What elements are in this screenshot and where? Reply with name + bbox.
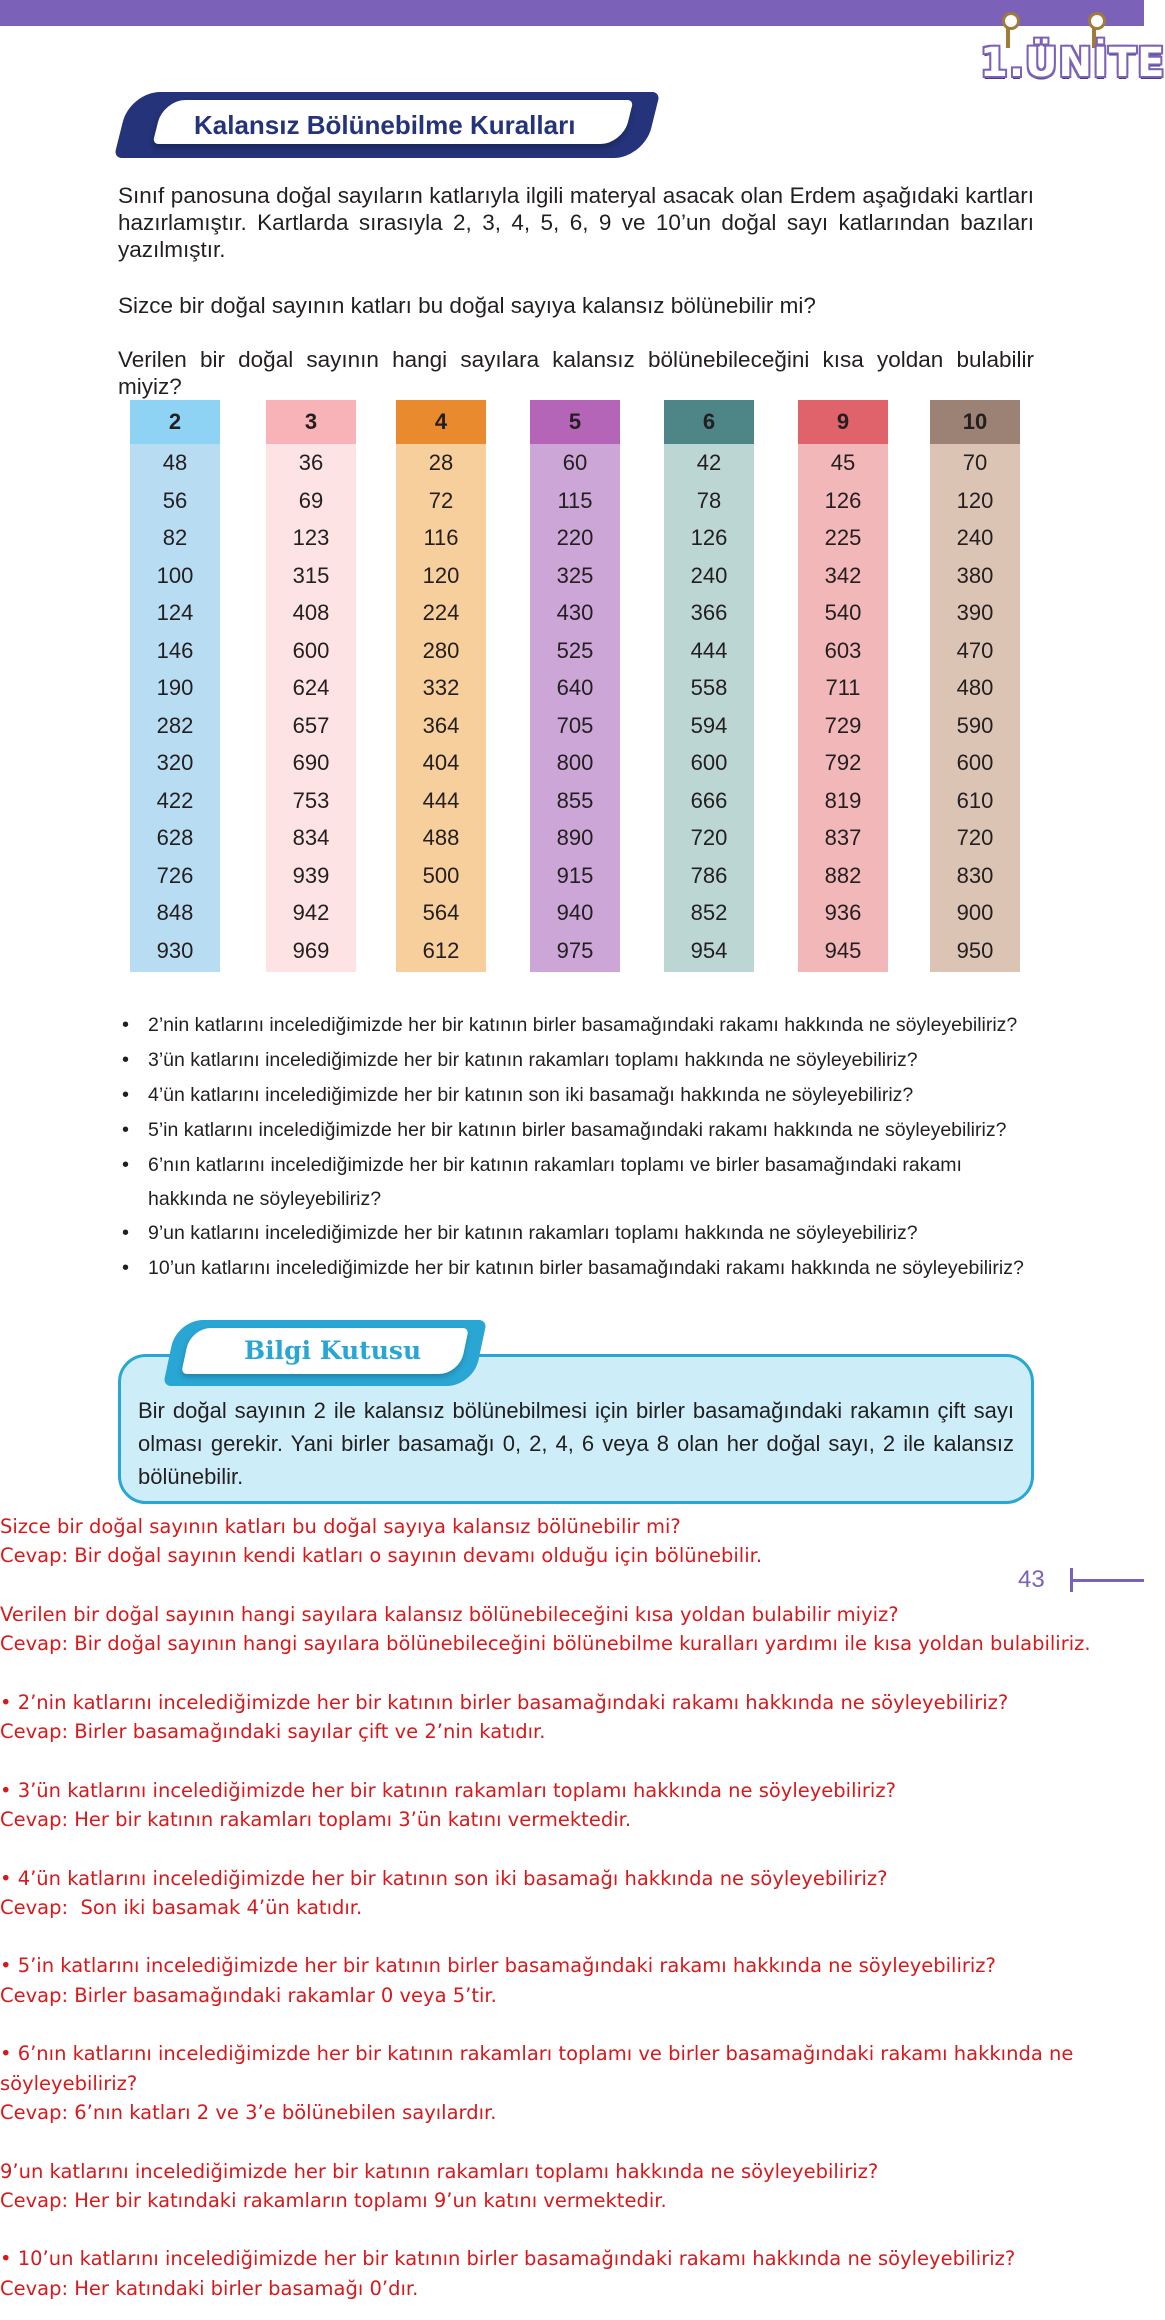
table-cell: 72: [428, 487, 454, 513]
question-item: • 5’in katlarını incelediğimizde her bir katının birler basamağındaki rakamı hakkında ne söyleyebiliriz?: [122, 1113, 1042, 1148]
answer-spacer: [0, 1834, 1144, 1863]
table-cell: 720: [690, 825, 728, 850]
table-cell: 315: [292, 562, 330, 588]
table-cell: 792: [824, 750, 862, 775]
answer-line: Cevap: Bir doğal sayının kendi katları o sayının devamı olduğu için bölünebilir.: [0, 1544, 763, 1568]
table-cell: 848: [156, 900, 194, 925]
table-cell: 612: [422, 937, 460, 963]
multiples-table: [0, 400, 1144, 972]
table-cell: 945: [824, 937, 862, 963]
answer-spacer: [0, 1658, 1144, 1687]
table-cell: 525: [556, 637, 594, 663]
table-cell: 146: [156, 637, 194, 663]
answer-line: Cevap: Her bir katındaki rakamların toplamı 9’un katını vermektedir.: [0, 2188, 667, 2212]
question-list: [122, 1008, 1042, 1286]
table-cell: 940: [556, 900, 594, 925]
table-cell: 390: [956, 600, 994, 625]
table-cell: 116: [423, 525, 459, 550]
table-cell: 500: [422, 862, 460, 888]
table-cell: 930: [156, 937, 194, 963]
table-cell: 364: [422, 712, 460, 738]
answer-line: • 3’ün katlarını incelediğimizde her bir katının rakamları toplamı hakkında ne söyleyebiliriz?: [0, 1778, 896, 1802]
table-cell: 786: [690, 862, 728, 888]
info-box-text: Bir doğal sayının 2 ile kalansız bölünebilmesi için birler basamağındaki rakamın çift sayı olması gerekir. Yani birler basamağı 0, 2, 4, 6 veya 8 olan her doğal sayı, 2 ile kalansız bölünebilir.: [138, 1398, 1014, 1489]
table-cell: 240: [956, 525, 994, 550]
table-cell: 882: [824, 862, 862, 888]
info-box-title: Bilgi Kutusu: [244, 1336, 422, 1365]
table-cell: 408: [292, 600, 330, 625]
table-cell: 240: [690, 562, 728, 588]
table-cell: 320: [156, 750, 194, 775]
answer-line: Cevap: Birler basamağındaki rakamlar 0 veya 5’tir.: [0, 1983, 497, 2007]
column-header: 2: [130, 400, 220, 444]
table-cell: 837: [824, 825, 862, 850]
table-cell: 711: [825, 675, 861, 700]
table-cell: 603: [824, 637, 862, 663]
table-cell: 594: [690, 712, 728, 738]
column-header: 9: [798, 400, 888, 444]
question-item: • 9’un katlarını incelediğimizde her bir katının rakamları toplamı hakkında ne söyleyebiliriz?: [122, 1216, 1042, 1251]
table-cell: 422: [156, 787, 194, 813]
table-cell: 628: [156, 825, 194, 850]
table-cell: 705: [556, 712, 594, 738]
column-header: 10: [930, 400, 1020, 444]
table-cell: 969: [292, 937, 330, 963]
table-cell: 975: [556, 937, 594, 963]
intro-question-1: Sizce bir doğal sayının katları bu doğal sayıya kalansız bölünebilir mi?: [118, 293, 816, 318]
table-cell: 78: [696, 487, 722, 513]
table-cell: 540: [824, 600, 862, 625]
answer-line: Cevap: Son iki basamak 4’ün katıdır.: [0, 1895, 363, 1919]
table-cell: 600: [690, 750, 728, 775]
table-cell: 28: [428, 450, 454, 475]
intro-question-2: Verilen bir doğal sayının hangi sayılara kalansız bölünebileceğini kısa yoldan bulabilir miyiz?: [118, 347, 1034, 399]
question-item: • 4’ün katlarını incelediğimizde her bir katının son iki basamağı hakkında ne söyleyebiliriz?: [122, 1078, 1042, 1113]
table-cell: 640: [556, 675, 594, 700]
answer-line: Cevap: Bir doğal sayının hangi sayılara bölünebileceğini bölünebilme kuralları yardımı ile kısa yoldan bulabiliriz.: [0, 1632, 1091, 1656]
table-cell: 624: [292, 675, 330, 700]
intro-paragraph: Sınıf panosuna doğal sayıların katlarıyla ilgili materyal asacak olan Erdem aşağıdaki kartları hazırlamıştır. Kartlarda sırasıyla 2, 3, 4, 5, 6, 9 ve 10’un doğal sayı katlarından bazıları yazılmıştır.: [118, 183, 1034, 262]
table-cell: 610: [956, 787, 994, 813]
table-cell: 404: [422, 750, 460, 775]
table-cell: 430: [556, 600, 594, 625]
multiples-column: [530, 400, 620, 972]
column-header: 4: [396, 400, 486, 444]
unit-label: 1.ÜNİTE: [980, 40, 1165, 86]
table-cell: 657: [292, 712, 330, 738]
table-cell: 890: [556, 825, 594, 850]
table-cell: 120: [422, 562, 460, 588]
table-cell: 45: [830, 450, 856, 475]
table-cell: 753: [292, 787, 330, 813]
table-cell: 325: [556, 562, 594, 588]
column-header: 5: [530, 400, 620, 444]
table-cell: 220: [556, 525, 594, 550]
table-cell: 480: [956, 675, 994, 700]
question-item: • 2’nin katlarını incelediğimizde her bir katının birler basamağındaki rakamı hakkında ne söyleyebiliriz?: [122, 1008, 1042, 1043]
answer-line: • 10’un katlarını incelediğimizde her bir katının birler basamağındaki rakamı hakkında ne söyleyebiliriz?: [0, 2247, 1016, 2271]
table-cell: 590: [956, 712, 994, 738]
table-cell: 332: [422, 675, 460, 700]
question-item: • 10’un katlarını incelediğimizde her bir katının birler basamağındaki rakamı hakkında ne söyleyebiliriz?: [122, 1251, 1042, 1286]
table-cell: 939: [292, 862, 330, 888]
multiples-column: [130, 400, 220, 972]
answer-spacer: [0, 2215, 1144, 2244]
table-cell: 123: [292, 525, 330, 550]
table-cell: 124: [156, 600, 194, 625]
answer-line: Cevap: 6’nın katları 2 ve 3’e bölünebilen sayılardır.: [0, 2100, 497, 2124]
answer-notes: [0, 1512, 1144, 2303]
answer-line: • 4’ün katlarını incelediğimizde her bir katının son iki basamağı hakkında ne söyleyebiliriz?: [0, 1866, 888, 1890]
table-cell: 834: [292, 825, 330, 850]
table-cell: 819: [824, 787, 862, 813]
table-cell: 690: [292, 750, 330, 775]
table-cell: 600: [956, 750, 994, 775]
table-cell: 855: [556, 787, 594, 813]
table-cell: 444: [422, 787, 460, 813]
table-cell: 190: [156, 675, 194, 700]
multiples-column: [396, 400, 486, 972]
multiples-column: [266, 400, 356, 972]
answer-line: Cevap: Birler basamağındaki sayılar çift ve 2’nin katıdır.: [0, 1720, 546, 1744]
table-cell: 830: [956, 862, 994, 888]
table-cell: 488: [422, 825, 460, 850]
answer-line: • 6’nın katlarını incelediğimizde her bir katının rakamları toplamı ve birler basamağındaki rakamı hakkında ne söyleyebiliriz?: [0, 2042, 1080, 2095]
table-cell: 366: [690, 600, 728, 625]
table-cell: 915: [556, 862, 594, 888]
table-cell: 558: [690, 675, 728, 700]
table-cell: 666: [690, 787, 728, 813]
table-cell: 800: [556, 750, 594, 775]
table-cell: 56: [162, 487, 188, 513]
table-cell: 282: [156, 712, 194, 738]
table-cell: 69: [298, 487, 324, 513]
table-cell: 224: [422, 600, 460, 625]
table-cell: 564: [422, 900, 460, 925]
answer-line: • 5’in katlarını incelediğimizde her bir katının birler basamağındaki rakamı hakkında ne söyleyebiliriz?: [0, 1954, 996, 1978]
table-cell: 444: [690, 637, 728, 663]
answer-line: Sizce bir doğal sayının katları bu doğal sayıya kalansız bölünebilir mi?: [0, 1515, 681, 1538]
table-cell: 950: [956, 937, 994, 963]
table-cell: 720: [956, 825, 994, 850]
answer-line: • 2’nin katlarını incelediğimizde her bir katının birler basamağındaki rakamı hakkında ne söyleyebiliriz?: [0, 1690, 1009, 1714]
table-cell: 225: [824, 525, 862, 550]
table-cell: 942: [292, 900, 330, 925]
answer-line: Cevap: Her katındaki birler basamağı 0’dır.: [0, 2276, 419, 2300]
table-cell: 380: [956, 562, 994, 588]
multiples-column: [664, 400, 754, 972]
table-cell: 126: [824, 487, 862, 513]
answer-spacer: [0, 1746, 1144, 1775]
table-cell: 48: [162, 450, 188, 475]
column-header: 3: [266, 400, 356, 444]
info-box-title-banner: [170, 1320, 480, 1386]
multiples-column: [798, 400, 888, 972]
unit-badge: [980, 14, 1165, 94]
table-cell: 82: [162, 525, 188, 550]
table-cell: 600: [292, 637, 330, 663]
table-cell: 936: [824, 900, 862, 925]
table-cell: 729: [824, 712, 862, 738]
table-cell: 36: [298, 450, 324, 475]
table-cell: 115: [557, 487, 593, 513]
answer-spacer: [0, 1922, 1144, 1951]
multiples-column: [930, 400, 1020, 972]
table-cell: 900: [956, 900, 994, 925]
table-cell: 42: [696, 450, 722, 475]
section-title: Kalansız Bölünebilme Kuralları: [194, 110, 576, 140]
table-cell: 60: [562, 450, 588, 475]
answer-spacer: [0, 2127, 1144, 2156]
table-cell: 70: [962, 450, 988, 475]
top-color-bar: [0, 0, 1144, 26]
table-cell: 342: [824, 562, 862, 588]
column-header: 6: [664, 400, 754, 444]
question-item: • 6’nın katlarını incelediğimizde her bir katının rakamları toplamı ve birler basamağındaki rakamı hakkında ne söyleyebiliriz?: [122, 1148, 1042, 1216]
table-cell: 100: [156, 562, 194, 588]
answer-spacer: [0, 2010, 1144, 2039]
table-cell: 726: [156, 862, 194, 888]
table-cell: 954: [690, 937, 728, 963]
page-number: 43: [1018, 1566, 1045, 1593]
section-title-banner: [122, 92, 652, 158]
table-cell: 280: [422, 637, 460, 663]
table-cell: 120: [956, 487, 994, 513]
answer-line: Verilen bir doğal sayının hangi sayılara kalansız bölünebileceğini kısa yoldan bulabilir miyiz?: [0, 1602, 899, 1626]
table-cell: 126: [690, 525, 728, 550]
table-cell: 852: [690, 900, 728, 925]
answer-line: 9’un katlarını incelediğimizde her bir katının rakamları toplamı hakkında ne söyleyebiliriz?: [0, 2159, 879, 2183]
answer-spacer: [0, 1571, 1144, 1600]
answer-line: Cevap: Her bir katının rakamları toplamı 3’ün katını vermektedir.: [0, 1807, 632, 1831]
table-cell: 470: [956, 637, 994, 663]
question-item: • 3’ün katlarını incelediğimizde her bir katının rakamları toplamı hakkında ne söyleyebiliriz?: [122, 1043, 1042, 1078]
